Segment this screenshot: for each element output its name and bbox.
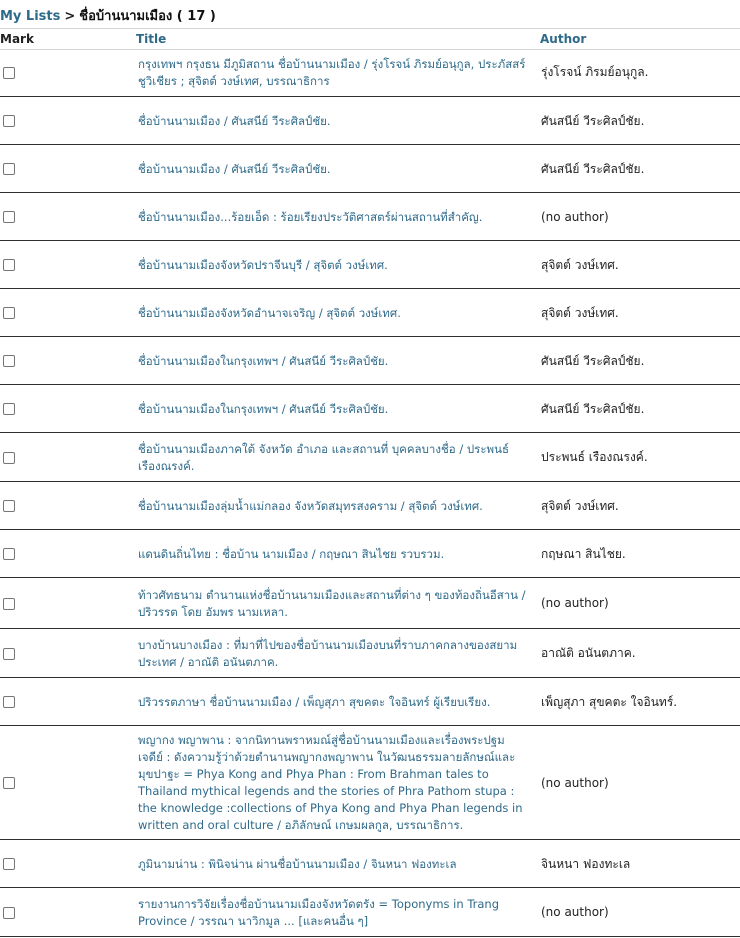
author-cell: (no author) (541, 776, 609, 790)
author-cell: กฤษณา สินไชย. (541, 547, 626, 561)
title-link[interactable]: ชื่อบ้านนามเมืองภาคใต้ จังหวัด อำเภอ และสถานที่ บุคคลบางชื่อ / ประพนธ์ เรืองณรงค์. (138, 442, 509, 473)
author-cell: ศันสนีย์ วีระศิลป์ชัย. (541, 402, 645, 416)
mark-checkbox[interactable] (3, 67, 15, 79)
author-cell: ศันสนีย์ วีระศิลป์ชัย. (541, 114, 645, 128)
mark-checkbox[interactable] (3, 598, 15, 610)
table-row (0, 97, 740, 145)
title-link[interactable]: บางบ้านบางเมือง : ที่มาที่ไปของชื่อบ้านนามเมืองบนที่ราบภาคกลางของสยามประเทศ / อาณัติ อนันตภาค. (138, 638, 518, 669)
mark-checkbox[interactable] (3, 548, 15, 560)
table-row (0, 840, 740, 888)
title-link[interactable]: ชื่อบ้านนามเมือง / ศันสนีย์ วีระศิลป์ชัย. (138, 114, 331, 128)
table-row (0, 578, 740, 629)
breadcrumb-my-lists-link[interactable]: My Lists (0, 9, 61, 24)
table-row (0, 678, 740, 726)
title-link[interactable]: รายงานการวิจัยเรื่องชื่อบ้านนามเมืองจังหวัดตรัง = Toponyms in Trang Province / วรรณา นาวิกมูล ... [และคนอื่น ๆ] (138, 897, 500, 928)
author-cell: อาณัติ อนันตภาค. (541, 646, 636, 660)
author-cell: สุจิตต์ วงษ์เทศ. (541, 258, 619, 272)
mark-checkbox[interactable] (3, 355, 15, 367)
title-link[interactable]: ชื่อบ้านนามเมืองจังหวัดปราจีนบุรี / สุจิตต์ วงษ์เทศ. (138, 258, 388, 272)
table-row (0, 48, 740, 97)
author-cell: สุจิตต์ วงษ์เทศ. (541, 499, 619, 513)
author-cell: รุ่งโรจน์ ภิรมย์อนุกูล. (541, 65, 649, 79)
mark-column-header: Mark (0, 32, 34, 46)
mark-checkbox[interactable] (3, 500, 15, 512)
author-cell: (no author) (541, 596, 609, 610)
mark-checkbox[interactable] (3, 211, 15, 223)
mark-checkbox[interactable] (3, 115, 15, 127)
table-row (0, 726, 740, 840)
breadcrumb-separator: > (64, 9, 76, 24)
table-row (0, 530, 740, 578)
mark-checkbox[interactable] (3, 403, 15, 415)
title-link[interactable]: ชื่อบ้านนามเมืองจังหวัดอำนาจเจริญ / สุจิตต์ วงษ์เทศ. (138, 306, 401, 320)
title-link[interactable]: ชื่อบ้านนามเมืองลุ่มน้ำแม่กลอง จังหวัดสมุทรสงคราม / สุจิตต์ วงษ์เทศ. (138, 499, 483, 513)
table-row (0, 193, 740, 241)
title-link[interactable]: ชื่อบ้านนามเมืองในกรุงเทพฯ / ศันสนีย์ วีระศิลป์ชัย. (138, 354, 389, 368)
table-row (0, 337, 740, 385)
title-link[interactable]: ท้าวศัทธนาม ตำนานแห่งชื่อบ้านนามเมืองและสถานที่ต่าง ๆ ของท้องถิ่นอีสาน / ปริวรรต โดย อัมพร นามเหลา. (138, 588, 526, 619)
table-row (0, 241, 740, 289)
title-link[interactable]: ปริวรรตภาษา ชื่อบ้านนามเมือง / เพ็ญสุภา สุขคตะ ใจอินทร์ ผู้เรียบเรียง. (138, 695, 491, 709)
table-header (0, 28, 740, 50)
breadcrumb-current-list: ชื่อบ้านนามเมือง ( 17 ) (79, 9, 216, 24)
title-link[interactable]: พญากง พญาพาน : จากนิทานพราหมณ์สู่ชื่อบ้านนามเมืองและเรื่องพระปฐมเจดีย์ : ดังความรู้ว่าด้วยตำนานพญากงพญาพาน ในวัฒนธรรมลายลักษณ์และมุขปาฐะ = Phya Kong and Phya Phan : From Brahman tales to Thailand mythical legends and the stories of Phra Pathom stupa : the knowledge :collections of Phya Kong and Phya Phan legends in written and oral culture / อภิลักษณ์ เกษมผลกูล, บรรณาธิการ. (138, 733, 523, 832)
author-cell: (no author) (541, 905, 609, 919)
mark-checkbox[interactable] (3, 696, 15, 708)
title-link[interactable]: ชื่อบ้านนามเมือง / ศันสนีย์ วีระศิลป์ชัย. (138, 162, 331, 176)
table-row (0, 385, 740, 433)
breadcrumb (0, 8, 216, 26)
author-cell: ประพนธ์ เรืองณรงค์. (541, 450, 648, 464)
table-row (0, 433, 740, 482)
author-column-header[interactable]: Author (540, 32, 587, 46)
mark-checkbox[interactable] (3, 777, 15, 789)
mark-checkbox[interactable] (3, 648, 15, 660)
author-cell: (no author) (541, 210, 609, 224)
table-row (0, 629, 740, 678)
author-cell: จินหนา ฟองทะเล (541, 857, 631, 871)
author-cell: เพ็ญสุภา สุขคตะ ใจอินทร์. (541, 695, 678, 709)
mark-checkbox[interactable] (3, 907, 15, 919)
title-link[interactable]: ชื่อบ้านนามเมือง...ร้อยเอ็ด : ร้อยเรียงประวัติศาสตร์ผ่านสถานที่สำคัญ. (138, 210, 483, 224)
author-cell: ศันสนีย์ วีระศิลป์ชัย. (541, 354, 645, 368)
mark-checkbox[interactable] (3, 163, 15, 175)
mark-checkbox[interactable] (3, 259, 15, 271)
table-row (0, 289, 740, 337)
table-row (0, 145, 740, 193)
mark-checkbox[interactable] (3, 858, 15, 870)
title-link[interactable]: กรุงเทพฯ กรุงธน มีภูมิสถาน ชื่อบ้านนามเมือง / รุ่งโรจน์ ภิรมย์อนุกูล, ประภัสสร์ ชูวิเชียร ; สุจิตต์ วงษ์เทศ, บรรณาธิการ (138, 57, 526, 88)
title-link[interactable]: ภูมินามน่าน : พินิจน่าน ผ่านชื่อบ้านนามเมือง / จินหนา ฟองทะเล (138, 857, 457, 871)
mark-checkbox[interactable] (3, 307, 15, 319)
author-cell: สุจิตต์ วงษ์เทศ. (541, 306, 619, 320)
table-row (0, 482, 740, 530)
title-link[interactable]: แดนดินถิ่นไทย : ชื่อบ้าน นามเมือง / กฤษณา สินไชย รวบรวม. (138, 547, 445, 561)
title-link[interactable]: ชื่อบ้านนามเมืองในกรุงเทพฯ / ศันสนีย์ วีระศิลป์ชัย. (138, 402, 389, 416)
table-row (0, 888, 740, 937)
title-column-header[interactable]: Title (136, 32, 167, 46)
author-cell: ศันสนีย์ วีระศิลป์ชัย. (541, 162, 645, 176)
mark-checkbox[interactable] (3, 452, 15, 464)
